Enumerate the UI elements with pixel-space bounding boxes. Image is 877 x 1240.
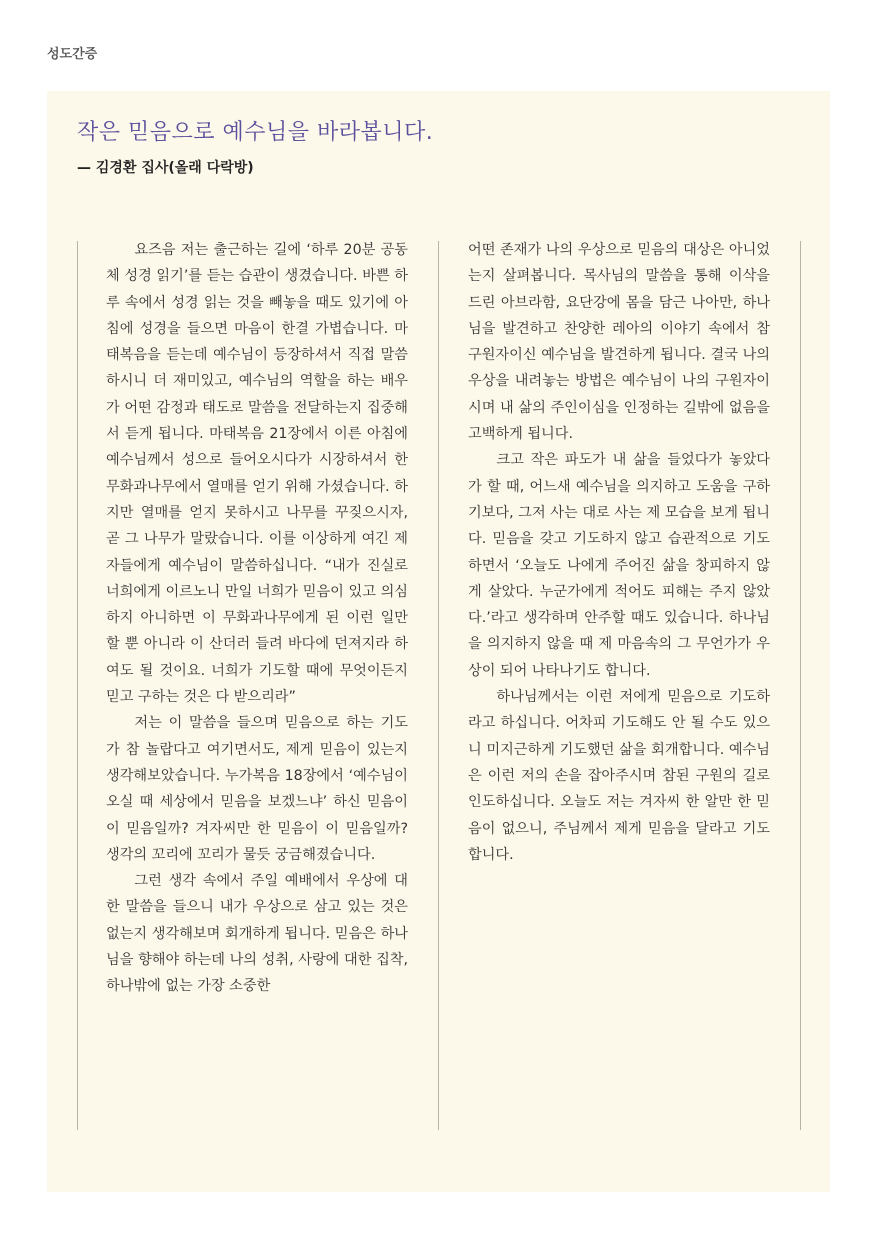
paragraph: 저는 이 말씀을 들으며 믿음으로 하는 기도가 참 놀랍다고 여기면서도, 제게 믿음이 있는지 생각해보았습니다. 누가복음 18장에서 ‘예수님이 오실 때 세상에서 믿음을 보겠느냐’ 하신 믿음이 이 믿음일까? 겨자씨만 한 믿음이 이 믿음일까? 생각의 꼬리에 꼬리가 물듯 궁금해졌습니다. bbox=[106, 715, 408, 863]
paragraph: 하나님께서는 이런 저에게 믿음으로 기도하라고 하십니다. 어차피 기도해도 안 될 수도 있으니 미지근하게 기도했던 삶을 회개합니다. 예수님은 이런 저의 손을 잡아주시며 참된 구원의 길로 인도하십니다. 오늘도 저는 겨자씨 한 알만 한 믿음이 없으니, 주님께서 제게 믿음을 달라고 기도합니다. bbox=[468, 689, 770, 863]
paragraph: 어떤 존재가 나의 우상으로 믿음의 대상은 아니었는지 살펴봅니다. 목사님의 말씀을 통해 이삭을 드린 아브라함, 요단강에 몸을 담근 나아만, 하나님을 발견하고 찬양한 레아의 이야기 속에서 참 구원자이신 예수님을 발견하게 됩니다. 결국 나의 우상을 내려놓는 방법은 예수님이 나의 구원자이시며 내 삶의 주인이심을 인정하는 길밖에 없음을 고백하게 됩니다. bbox=[468, 242, 770, 443]
column-divider-right bbox=[800, 241, 801, 1130]
paragraph: 크고 작은 파도가 내 삶을 들었다가 놓았다가 할 때, 어느새 예수님을 의지하고 도움을 구하기보다, 그저 사는 대로 사는 제 모습을 보게 됩니다. 믿음을 갖고 기도하지 않고 습관적으로 기도하면서 ‘오늘도 나에게 주어진 삶을 창피하지 않게 살았다. 누군가에게 적어도 피해는 주지 않았다.’라고 생각하며 안주할 때도 있습니다. 하나님을 의지하지 않을 때 제 마음속의 그 무언가가 우상이 되어 나타나기도 합니다. bbox=[468, 452, 770, 679]
paragraph: 그런 생각 속에서 주일 예배에서 우상에 대한 말씀을 들으니 내가 우상으로 삼고 있는 것은 없는지 생각해보며 회개하게 됩니다. 믿음은 하나님을 향해야 하는데 나의 성취, 사랑에 대한 집착, 하나밖에 없는 가장 소중한 bbox=[106, 873, 408, 995]
article-author: — 김경환 집사(올래 다락방) bbox=[77, 160, 254, 176]
section-label: 성도간증 bbox=[47, 47, 98, 62]
article-panel bbox=[47, 91, 830, 1192]
column-divider-center bbox=[438, 241, 439, 1130]
article-title: 작은 믿음으로 예수님을 바라봅니다. bbox=[77, 120, 434, 145]
article-column-right bbox=[468, 237, 770, 868]
article-column-left bbox=[106, 237, 408, 1000]
column-divider-left bbox=[77, 241, 78, 1130]
paragraph: 요즈음 저는 출근하는 길에 ‘하루 20분 공동체 성경 읽기’를 듣는 습관이 생겼습니다. 바쁜 하루 속에서 성경 읽는 것을 빼놓을 때도 있기에 아침에 성경을 들으면 마음이 한결 가볍습니다. 마태복음을 듣는데 예수님이 등장하셔서 직접 말씀하시니 더 재미있고, 예수님의 역할을 하는 배우가 어떤 감정과 태도로 말씀을 전달하는지 집중해서 듣게 됩니다. 마태복음 21장에서 이른 아침에 예수님께서 성으로 들어오시다가 시장하셔서 한 무화과나무에서 열매를 얻기 위해 가셨습니다. 하지만 열매를 얻지 못하시고 나무를 꾸짖으시자, 곧 그 나무가 말랐습니다. 이를 이상하게 여긴 제자들에게 예수님이 말씀하십니다. “내가 진실로 너희에게 이르노니 만일 너희가 믿음이 있고 의심하지 아니하면 이 무화과나무에게 된 이런 일만 할 뿐 아니라 이 산더러 들려 바다에 던져지라 하여도 될 것이요. 너희가 기도할 때에 무엇이든지 믿고 구하는 것은 다 받으리라” bbox=[106, 242, 408, 706]
